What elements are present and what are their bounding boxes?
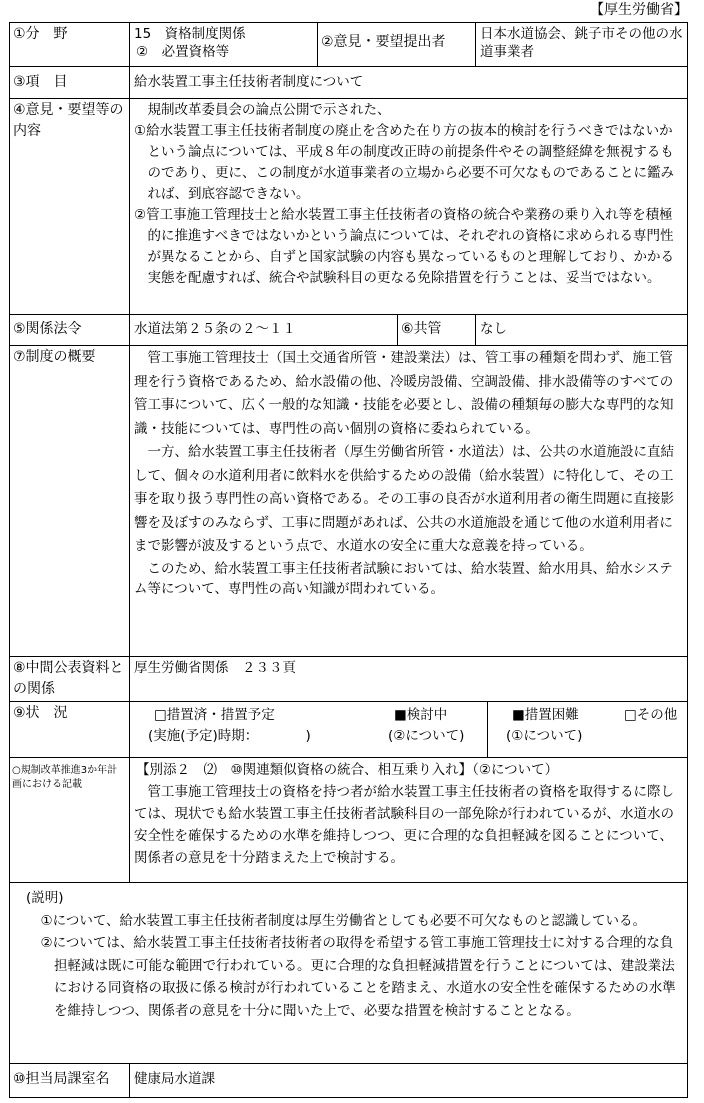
plan-label <box>10 758 130 883</box>
ministry-tag: 【厚生労働省】 <box>590 2 688 18</box>
field-label: ①分 野 <box>10 23 130 67</box>
law-value: 水道法第２５条の２～１１ <box>130 315 398 346</box>
field-value <box>130 23 318 67</box>
dept-value: 健康局水道課 <box>130 1064 688 1098</box>
explanation-point-1: ①について、給水装置工事主任技術者制度は厚生労働省としても必要不可欠なものと認識している。 <box>40 912 647 929</box>
status-option-difficult: ■措置困難 <box>512 707 579 723</box>
status-option-considering: ■検討中 <box>394 707 448 723</box>
law-label: ⑤関係法令 <box>10 315 130 346</box>
system-para-3: このため、給水装置工事主任技術者試験においては、給水装置、給水用具、給水システム等について、専門性の高い知識が問われている。 <box>134 560 673 597</box>
opinion-table <box>9 22 688 1098</box>
status-option-other: □その他 <box>624 707 678 723</box>
explanation <box>10 883 688 1064</box>
plan-heading: 【別添２ ⑵ ⑩関連類似資格の統合、相互乗り入れ】（②について） <box>136 762 559 778</box>
opinion-label: ④意見・要望等の内容 <box>10 99 130 315</box>
submitter-label: ②意見・要望提出者 <box>318 23 476 67</box>
opinion-content <box>130 99 688 315</box>
joint-value: なし <box>476 315 688 346</box>
system-label: ⑦制度の概要 <box>10 346 130 657</box>
plan-content <box>130 758 688 883</box>
status-option-implemented: □措置済・措置予定 <box>154 707 275 723</box>
status-implemented-timing: (実施(予定)時期： ) <box>148 728 311 744</box>
plan-body: 管工事施工管理技士の資格を持つ者が給水装置工事主任技術者の資格を取得するに際しては、現状でも給水装置工事主任技術者試験科目の一部免除が行われているが、水道水の安全性を確保するための水準を維持しつつ、更に合理的な負担軽減を図ることについて、関係者の意見を十分踏まえた上で検討する。 <box>134 784 674 866</box>
submitter-value: 日本水道協会、銚子市その他の水道事業者 <box>476 23 688 67</box>
system-content <box>130 346 688 657</box>
opinion-point-1: ①給水装置工事主任技術者制度の廃止を含めた在り方の抜本的検討を行うべきではないかという論点については、平成８年の制度改正時の前提条件やその調整経緯を無視するものであり、更に、この制度が水道事業者の立場から必要不可欠なものであることに鑑みれば、到底容認できない。 <box>134 123 674 202</box>
field-line-2: ② 必置資格等 <box>136 44 230 60</box>
interim-label: ⑧中間公表資料との関係 <box>10 657 130 702</box>
system-para-1: 管工事施工管理技士（国土交通省所管・建設業法）は、管工事の種類を問わず、施工管理を行う資格であるため、給水設備の他、冷暖房設備、空調設備、排水設備等のすべての管工事について、広く一般的な知識・技能を必要とし、設備の種類毎の膨大な専門的な知識・技能については、専門性の高い個別の資格に委ねられている。 <box>134 350 674 437</box>
status-considering-note: (②について) <box>388 728 465 744</box>
item-label: ③項 目 <box>10 67 130 99</box>
joint-label: ⑥共管 <box>398 315 476 346</box>
plan-label-text: ○規制改革推進3か年計画における記載 <box>12 765 118 790</box>
status-options-right <box>488 702 688 758</box>
status-options-left <box>130 702 488 758</box>
dept-label: ⑩担当局課室名 <box>10 1064 130 1098</box>
system-para-2: 一方、給水装置工事主任技術者（厚生労働省所管・水道法）は、公共の水道施設に直結して、個々の水道利用者に飲料水を供給するための設備（給水装置）に特化して、その工事を取り扱う専門性の高い資格である。その工事の良否が水道利用者の衛生問題に直接影響を及ぼすのみならず、工事に問題があれば、公共の水道施設を通じて他の水道利用者にまで影響が波及するという点で、水道水の安全に重大な意義を持っている。 <box>134 444 674 554</box>
status-label: ⑨状 況 <box>10 702 130 758</box>
opinion-point-2: ②管工事施工管理技士と給水装置工事主任技術者の資格の統合や業務の乗り入れ等を積極的に推進すべきではないかという論点については、それぞれの資格に求められる専門性が異なることから、自ずと国家試験の内容も異なっているものと理解しており、かかる実態を配慮すれば、統合や試験科目の更なる免除措置を行うことは、妥当ではない。 <box>134 207 674 286</box>
opinion-intro: 規制改革委員会の論点公開で示された、 <box>147 102 391 118</box>
explanation-heading: (説明) <box>26 890 64 906</box>
interim-value: 厚生労働省関係 ２３３頁 <box>130 657 688 702</box>
status-difficult-note: (①について) <box>506 728 583 744</box>
explanation-point-2: ②については、給水装置工事主任技術者技術者の取得を希望する管工事施工管理技士に対する合理的な負担軽減は既に可能な範囲で行われている。更に合理的な負担軽減措置を行うことについては、建設業法における同資格の取扱に係る検討が行われていることを踏まえ、水道水の安全性を確保するための水準を維持しつつ、関係者の意見を十分に聞いた上で、必要な措置を検討することとなる。 <box>40 935 676 1019</box>
item-value: 給水装置工事主任技術者制度について <box>130 67 688 99</box>
field-line-1: 15 資格制度関係 <box>134 26 246 42</box>
